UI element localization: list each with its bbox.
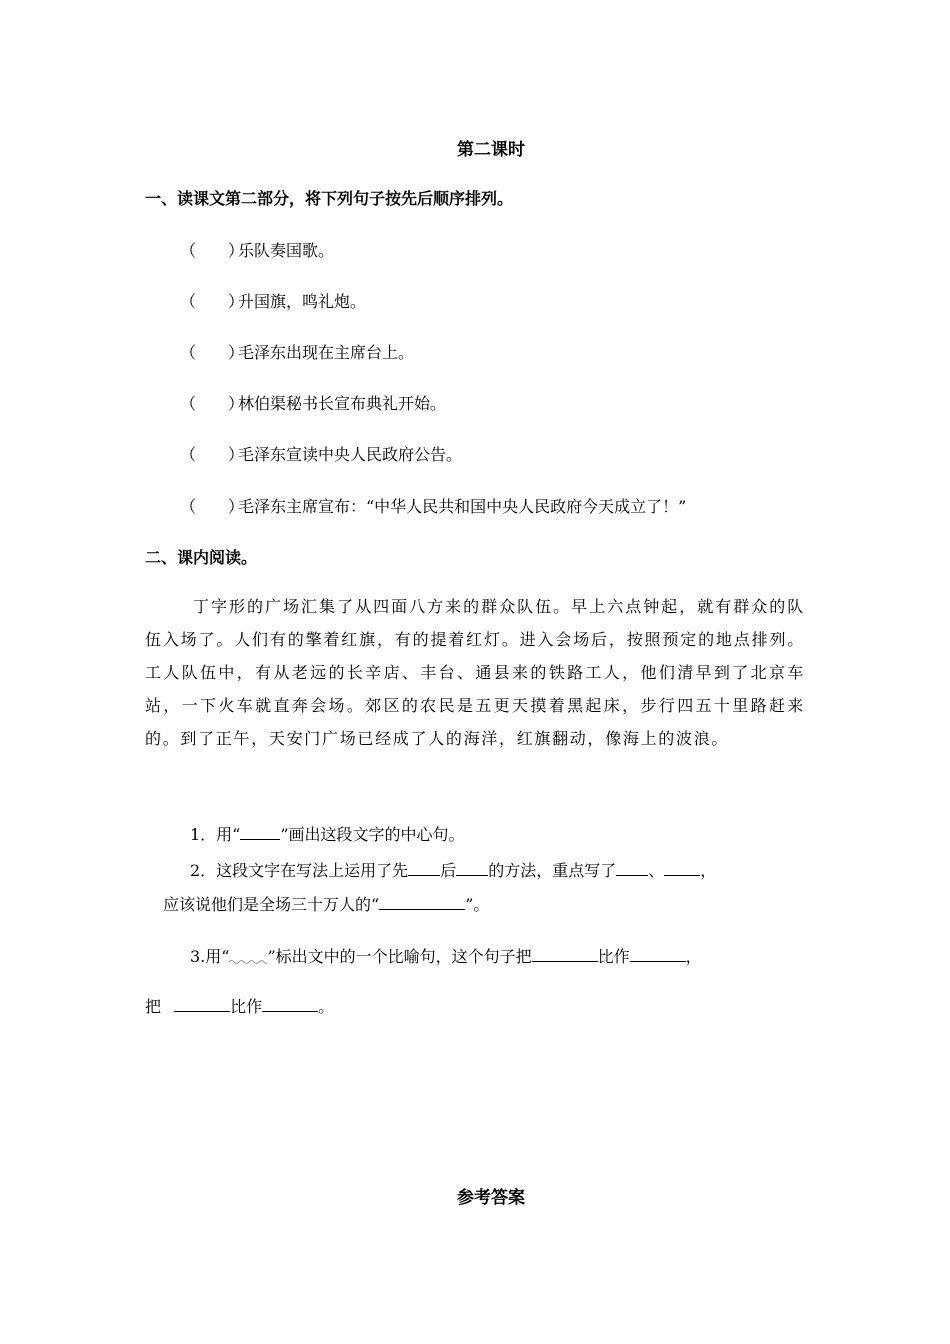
- order-blank[interactable]: （ ）: [180, 445, 245, 464]
- question-text: 、: [648, 861, 665, 880]
- question-2-continued: [163, 892, 489, 915]
- question-3-continued: [145, 994, 334, 1017]
- question-text: 把: [145, 997, 167, 1016]
- order-blank[interactable]: （ ）: [180, 343, 245, 362]
- order-item-text: 林伯渠秘书长宣布典礼开始。: [238, 394, 447, 413]
- order-blank[interactable]: （ ）: [180, 292, 245, 311]
- question-text: ”画出这段文字的中心句。: [280, 825, 465, 844]
- order-item-text: 乐队奏国歌。: [238, 241, 335, 260]
- order-item: [180, 238, 334, 261]
- question-text: ”。: [465, 895, 490, 914]
- answer-blank[interactable]: [408, 859, 440, 876]
- order-item-text: 升国旗，鸣礼炮。: [238, 292, 367, 311]
- question-2: [190, 858, 716, 881]
- answers-heading: 参考答案: [457, 1188, 525, 1208]
- answer-blank[interactable]: [456, 859, 488, 876]
- section2-heading: 二、课内阅读。: [145, 548, 258, 567]
- question-text: 3.用“: [190, 947, 230, 966]
- order-blank[interactable]: （ ）: [180, 241, 245, 260]
- answer-blank[interactable]: [630, 945, 686, 962]
- question-text: 2．这段文字在写法上运用了先: [190, 861, 409, 880]
- section1-heading: 一、读课文第二部分，将下列句子按先后顺序排列。: [145, 189, 514, 208]
- question-text: ”标出文中的一个比喻句，这个句子把: [267, 947, 532, 966]
- question-text: 应该说他们是全场三十万人的“: [163, 895, 380, 914]
- answer-blank[interactable]: [664, 859, 700, 876]
- question-text: 比作: [230, 997, 263, 1016]
- question-text: ，: [700, 861, 717, 880]
- answer-blank[interactable]: [616, 859, 648, 876]
- order-item: [180, 494, 686, 517]
- order-item-text: 毛泽东宣读中央人民政府公告。: [238, 445, 463, 464]
- page-title: 第二课时: [457, 140, 525, 160]
- order-item: [180, 391, 446, 414]
- order-item-text: 毛泽东出现在主席台上。: [238, 343, 415, 362]
- question-text: 后: [440, 861, 457, 880]
- question-text: 。: [318, 997, 335, 1016]
- order-item: [180, 340, 414, 363]
- order-blank[interactable]: （ ）: [180, 394, 245, 413]
- question-text: 1．用“: [190, 825, 241, 844]
- order-item-text: 毛泽东主席宣布：“中华人民共和国中央人民政府今天成立了！”: [238, 497, 687, 516]
- order-item: [180, 442, 462, 465]
- order-item: [180, 289, 366, 312]
- answer-blank[interactable]: [262, 995, 318, 1012]
- question-text: 的方法，重点写了: [488, 861, 617, 880]
- order-blank[interactable]: （ ）: [180, 497, 245, 516]
- question-text: 比作: [597, 947, 630, 966]
- reading-passage: 丁字形的广场汇集了从四面八方来的群众队伍。早上六点钟起，就有群众的队伍入场了。人们有的擎着红旗，有的提着红灯。进入会场后，按照预定的地点排列。工人队伍中，有从老远的长辛店、丰台、通县来的铁路工人，他们清早到了北京车站，一下火车就直奔会场。郊区的农民是五更天摸着黑起床，步行四五十里路赶来的。到了正午，天安门广场已经成了人的海洋，红旗翻动，像海上的波浪。: [145, 597, 805, 748]
- wavy-underline-icon: [229, 946, 267, 962]
- answer-blank[interactable]: [240, 823, 280, 840]
- answer-blank[interactable]: [379, 893, 465, 910]
- question-1: [190, 822, 465, 845]
- question-text: ，: [685, 947, 702, 966]
- question-3: [190, 944, 702, 967]
- answer-blank[interactable]: [174, 995, 230, 1012]
- answer-blank[interactable]: [532, 945, 598, 962]
